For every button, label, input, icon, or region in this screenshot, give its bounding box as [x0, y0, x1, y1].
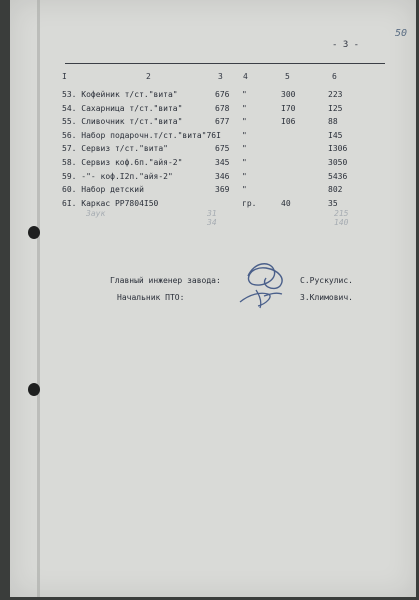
row-col4: " [242, 158, 247, 167]
row-col6: 3050 [328, 158, 348, 167]
document-page [10, 0, 416, 597]
pencil-note: 140 [334, 218, 349, 227]
row-item-name: 57. Сервиз т/ст."вита" [62, 144, 168, 154]
row-col6: 223 [328, 90, 343, 99]
row-col4: гр. [242, 198, 257, 208]
column-number: 3 [218, 72, 223, 81]
row-item-name: 56. Набор подарочн.т/ст."вита"76I [62, 130, 221, 140]
row-item-name: 58. Сервиз коф.6п."айя-2" [62, 158, 183, 167]
row-col4: " [242, 185, 247, 195]
row-col3: 369 [215, 185, 230, 195]
signature-name: С.Рускулис. [300, 276, 353, 285]
row-item-name: 55. Сливочник т/ст."вита" [62, 117, 183, 127]
row-item-name: 54. Сахарница т/ст."вита" [62, 103, 183, 113]
row-col3: 678 [215, 103, 230, 113]
row-col6: 88 [328, 117, 338, 127]
row-col5: 40 [281, 198, 291, 208]
pencil-note: Заук [86, 209, 106, 218]
row-col3: 677 [215, 117, 230, 127]
row-col6: 35 [328, 198, 338, 208]
signature-role: Начальник ПТО: [117, 293, 185, 302]
row-col6: 5436 [328, 171, 348, 181]
row-col4: " [242, 117, 247, 127]
column-number: 6 [332, 72, 337, 81]
row-col4: " [242, 103, 247, 113]
signature-role: Главный инженер завода: [110, 276, 221, 285]
row-col5: 300 [281, 90, 296, 99]
pencil-note: 215 [334, 209, 349, 218]
row-col6: I25 [328, 103, 343, 113]
row-col6: 802 [328, 185, 343, 195]
column-number: 5 [285, 72, 290, 81]
column-number: 4 [243, 72, 248, 81]
sheet-number-handwritten: 50 [395, 28, 408, 39]
row-item-name: 53. Кофейник т/ст."вита" [62, 90, 178, 99]
row-col3: 346 [215, 171, 230, 181]
row-item-name: 6I. Каркас РР7804I50 [62, 198, 159, 208]
row-col6: I45 [328, 130, 343, 140]
handwritten-signature [236, 256, 296, 312]
column-number: 2 [146, 72, 151, 81]
row-col6: I306 [328, 144, 348, 154]
signature-name: З.Климович. [300, 293, 353, 302]
row-col3: 345 [215, 158, 230, 167]
pencil-note: 34 [207, 218, 217, 227]
row-col4: " [242, 90, 247, 99]
binding-hole [28, 226, 40, 239]
page-number: - 3 - [332, 40, 360, 50]
row-col4: " [242, 171, 247, 181]
page-fold [37, 0, 40, 597]
row-col4: " [242, 130, 247, 140]
row-col5: I70 [281, 103, 296, 113]
column-number: I [62, 72, 67, 81]
row-col4: " [242, 144, 247, 154]
pencil-note: 31 [207, 209, 217, 218]
binding-hole [28, 383, 40, 396]
row-item-name: 59. -"- коф.I2п."айя-2" [62, 171, 173, 181]
row-col3: 675 [215, 144, 230, 154]
table-top-rule [65, 63, 385, 64]
row-col5: I06 [281, 117, 296, 127]
row-col3: 676 [215, 90, 230, 99]
row-item-name: 60. Набор детский [62, 185, 144, 195]
